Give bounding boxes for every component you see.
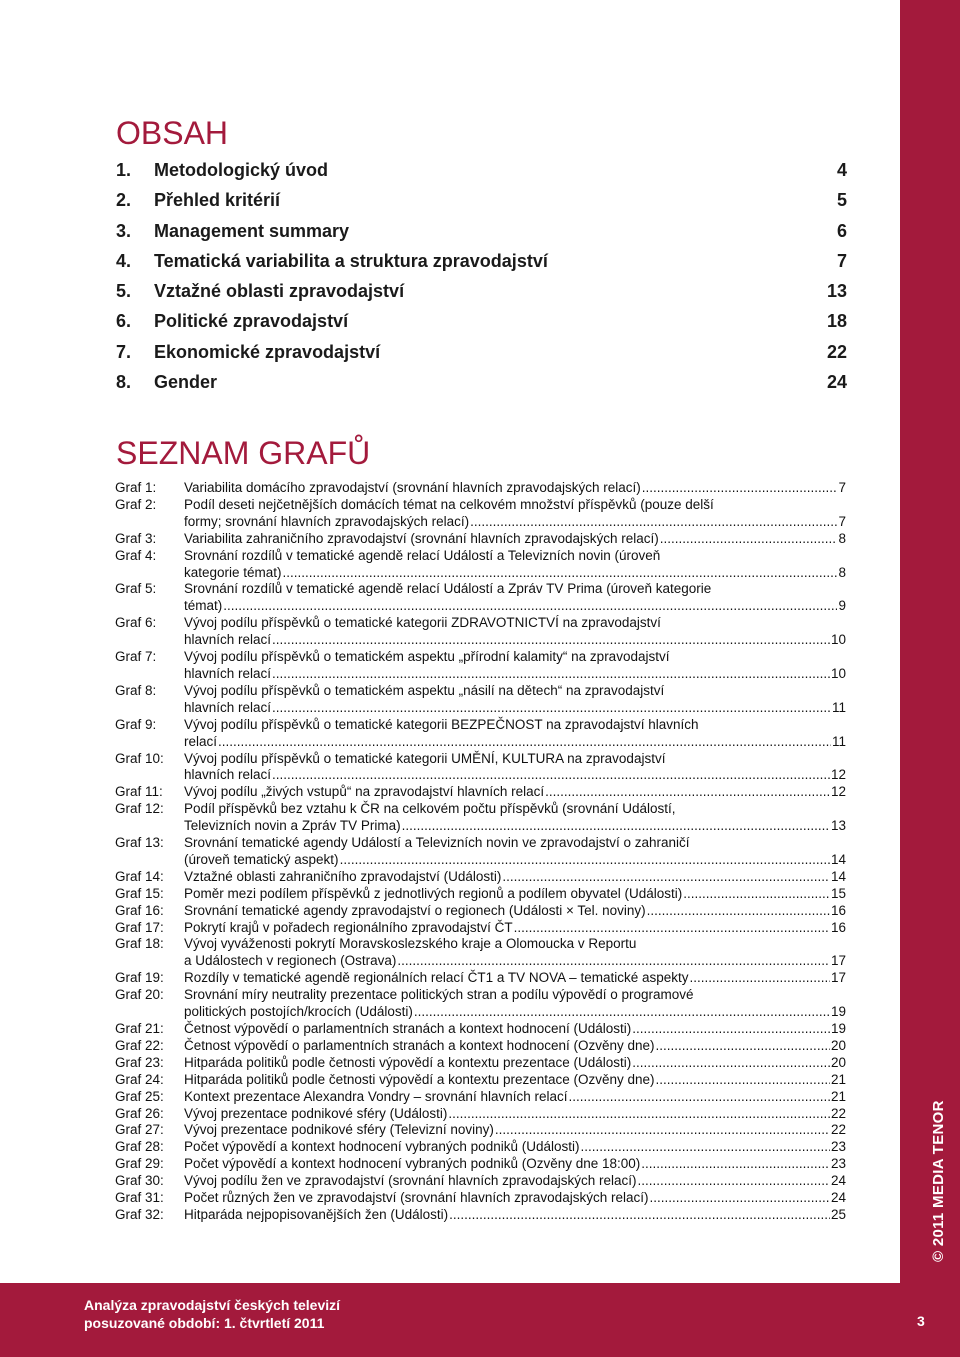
graph-title-line: relací: [184, 733, 218, 749]
graph-title-line: Srovnání rozdílů v tematické agendě relací Událostí a Zpráv TV Prima (úroveň kategorie: [184, 581, 712, 597]
graph-title-line: témat): [184, 598, 223, 614]
graph-label: Graf 30:: [115, 1173, 164, 1189]
dot-leader: [632, 1021, 830, 1038]
graph-list-item[interactable]: [115, 1190, 846, 1207]
toc-item-page: 6: [836, 220, 847, 241]
dot-leader: [568, 1089, 829, 1106]
dot-leader: [449, 1207, 830, 1224]
graph-list-item[interactable]: [115, 1055, 846, 1072]
graph-list-item[interactable]: [115, 970, 846, 987]
graph-title-line: Četnost výpovědí o parlamentních stranách a kontext hodnocení (Události): [184, 1021, 632, 1036]
graph-list-item[interactable]: [115, 1156, 846, 1173]
graph-page: 8: [838, 530, 846, 546]
graph-title-line: Variabilita domácího zpravodajství (srovnání hlavních zpravodajských relací): [184, 480, 641, 495]
graph-label: Graf 1:: [115, 480, 157, 495]
dot-leader: [272, 632, 830, 649]
graph-page: 20: [830, 1037, 846, 1053]
graph-page: 19: [830, 1021, 846, 1036]
footer-bar: [0, 1283, 900, 1357]
graph-label: Graf 15:: [115, 885, 164, 901]
graph-list-item[interactable]: [115, 1089, 846, 1106]
graph-label: Graf 13:: [115, 835, 164, 851]
graph-page: 10: [830, 632, 846, 648]
graph-page: 13: [830, 818, 846, 834]
graph-title-line: Počet výpovědí a kontext hodnocení vybraných podniků (Události): [184, 1139, 580, 1155]
graph-list-item[interactable]: [115, 987, 846, 1021]
graph-label: Graf 26:: [115, 1105, 164, 1121]
graph-title-line: Srovnání tematické agendy Událostí a Televizních novin ve zpravodajství o zahraničí: [184, 835, 690, 851]
page-number: 3: [917, 1313, 925, 1329]
graph-list-item[interactable]: [115, 1139, 846, 1156]
graph-list-item[interactable]: [115, 1021, 846, 1038]
graph-label: Graf 14:: [115, 868, 164, 884]
graph-list-item[interactable]: [115, 1038, 846, 1055]
footer-period: posuzované období: 1. čtvrtletí 2011: [84, 1315, 325, 1331]
dot-leader: [649, 1190, 830, 1207]
toc-item-number: 7.: [116, 341, 132, 362]
dot-leader: [283, 565, 838, 582]
graph-title-line: Vývoj podílu „živých vstupů“ na zpravodajství hlavních relací: [184, 784, 545, 800]
graph-title-line: Počet různých žen ve zpravodajství (srovnání hlavních zpravodajských relací): [184, 1190, 649, 1206]
graph-label: Graf 17:: [115, 919, 164, 935]
dot-leader: [448, 1106, 830, 1123]
dot-leader: [495, 1122, 830, 1139]
graph-page: 19: [830, 1004, 846, 1020]
graph-label: Graf 16:: [115, 902, 164, 918]
graph-page: 17: [830, 953, 846, 969]
graph-label: Graf 21:: [115, 1021, 164, 1036]
graph-list-item[interactable]: [115, 835, 846, 869]
toc-item-number: 5.: [116, 281, 132, 302]
graph-list-item[interactable]: [115, 531, 846, 548]
graph-list-item[interactable]: [115, 1207, 846, 1224]
graph-list-item[interactable]: [115, 581, 846, 615]
graph-page: 23: [830, 1156, 846, 1172]
dot-leader: [660, 531, 838, 548]
toc-item-page: 22: [826, 341, 847, 362]
graph-label: Graf 23:: [115, 1054, 164, 1070]
graph-page: 21: [830, 1071, 846, 1087]
dot-leader: [580, 1139, 829, 1156]
graph-list-item[interactable]: [115, 1106, 846, 1123]
graph-page: 11: [831, 699, 846, 715]
graph-label: Graf 24:: [115, 1071, 164, 1087]
toc-item-title: Přehled kritérií: [154, 190, 281, 211]
graph-title-line: Kontext prezentace Alexandra Vondry – srovnání hlavních relací: [184, 1088, 568, 1104]
graph-title-line: hlavních relací: [184, 632, 272, 648]
dot-leader: [637, 1173, 830, 1190]
toc-item-number: 3.: [116, 220, 132, 241]
table-of-contents: [116, 160, 847, 402]
graph-page: 16: [830, 919, 846, 935]
graph-label: Graf 22:: [115, 1037, 164, 1053]
graph-title-line: Srovnání rozdílů v tematické agendě relací Událostí a Televizních novin (úroveň: [184, 547, 661, 563]
graph-page: 7: [838, 480, 846, 495]
graph-page: 23: [830, 1139, 846, 1155]
toc-item[interactable]: [116, 190, 847, 220]
graph-title-line: Vývoj vyváženosti pokrytí Moravskoslezského kraje a Olomoucka v Reportu: [184, 936, 637, 952]
graph-list-item[interactable]: [115, 869, 846, 886]
graph-title-line: Pokrytí krajů v pořadech regionálního zpravodajství ČT: [184, 919, 513, 935]
graph-list-item[interactable]: [115, 548, 846, 582]
graph-label: Graf 4:: [115, 547, 157, 563]
dot-leader: [272, 700, 831, 717]
dot-leader: [632, 1055, 830, 1072]
graph-list-item[interactable]: [115, 480, 846, 497]
graph-page: 14: [830, 851, 846, 867]
dot-leader: [642, 480, 838, 497]
graph-label: Graf 5:: [115, 581, 157, 597]
graph-page: 14: [830, 868, 846, 884]
graph-list-item[interactable]: [115, 1122, 846, 1139]
graph-list-item[interactable]: [115, 717, 846, 751]
dot-leader: [502, 869, 830, 886]
graph-list-item[interactable]: [115, 751, 846, 785]
graph-list-item[interactable]: [115, 615, 846, 649]
graph-list-item[interactable]: [115, 784, 846, 801]
graph-label: Graf 3:: [115, 530, 157, 546]
toc-item-page: 4: [836, 160, 847, 180]
graph-page: 24: [830, 1190, 846, 1206]
graph-title-line: formy; srovnání hlavních zpravodajských relací): [184, 513, 470, 529]
graph-title-line: Srovnání tematické agendy zpravodajství o regionech (Události × Tel. noviny): [184, 902, 646, 918]
graph-page: 12: [830, 767, 846, 783]
graph-list-item[interactable]: [115, 903, 846, 920]
toc-item-page: 13: [826, 281, 847, 302]
toc-item-title: Metodologický úvod: [154, 160, 329, 180]
graph-title-line: hlavních relací: [184, 699, 272, 715]
graph-page: 25: [830, 1206, 846, 1222]
dot-leader: [340, 852, 830, 869]
dot-leader: [402, 818, 830, 835]
toc-item-page: 18: [826, 311, 847, 332]
toc-item-title: Tematická variabilita a struktura zpravodajství: [154, 250, 548, 271]
graph-title-line: Vývoj podílu příspěvků o tematické kategorii UMĚNÍ, KULTURA na zpravodajství: [184, 750, 666, 766]
graph-title-line: Vztažné oblasti zahraničního zpravodajství (Události): [184, 868, 502, 884]
graph-label: Graf 10:: [115, 750, 164, 766]
graph-list-item[interactable]: [115, 497, 846, 531]
graph-label: Graf 27:: [115, 1122, 164, 1138]
graph-label: Graf 31:: [115, 1190, 164, 1206]
graph-title-line: Vývoj podílu žen ve zpravodajství (srovnání hlavních zpravodajských relací): [184, 1173, 637, 1189]
graph-title-line: Hitparáda politiků podle četnosti výpovědí a kontextu prezentace (Události): [184, 1054, 632, 1070]
dot-leader: [272, 666, 830, 683]
graph-title-line: Hitparáda politiků podle četnosti výpovědí a kontextu prezentace (Ozvěny dne): [184, 1071, 655, 1087]
graph-label: Graf 9:: [115, 716, 157, 732]
graph-title-line: (úroveň tematický aspekt): [184, 851, 339, 867]
dot-leader: [223, 598, 837, 615]
toc-item-number: 4.: [116, 250, 132, 271]
graph-list-item[interactable]: [115, 886, 846, 903]
graph-title-line: Vývoj prezentace podnikové sféry (Události): [184, 1105, 448, 1121]
graph-page: 24: [830, 1173, 846, 1189]
graph-label: Graf 2:: [115, 496, 157, 512]
graph-title-line: Počet výpovědí a kontext hodnocení vybraných podniků (Ozvěny dne 18:00): [184, 1156, 641, 1172]
toc-item-title: Management summary: [154, 220, 350, 241]
graph-title-line: Četnost výpovědí o parlamentních stranách a kontext hodnocení (Ozvěny dne): [184, 1037, 655, 1053]
graph-list-item[interactable]: [115, 801, 846, 835]
toc-item-number: 1.: [116, 160, 132, 180]
graph-list-item[interactable]: [115, 683, 846, 717]
graph-page: 20: [830, 1054, 846, 1070]
graph-page: 22: [830, 1122, 846, 1138]
toc-item[interactable]: [116, 311, 847, 341]
graph-title-line: hlavních relací: [184, 665, 272, 681]
toc-item-page: 24: [826, 372, 847, 393]
graph-title-line: Hitparáda nejpopisovanějších žen (Události): [184, 1206, 449, 1222]
graph-page: 12: [830, 784, 846, 800]
graph-label: Graf 7:: [115, 649, 157, 665]
graph-page: 9: [838, 598, 846, 614]
dot-leader: [514, 920, 830, 937]
toc-item-page: 7: [836, 250, 847, 271]
graph-label: Graf 19:: [115, 970, 164, 986]
graph-title-line: Rozdíly v tematické agendě regionálních relací ČT1 a TV NOVA – tematické aspekty: [184, 970, 689, 986]
graph-list-item[interactable]: [115, 649, 846, 683]
dot-leader: [414, 1004, 830, 1021]
graph-page: 8: [838, 564, 846, 580]
toc-item-title: Gender: [154, 372, 218, 393]
graph-list-item[interactable]: [115, 1173, 846, 1190]
graph-label: Graf 29:: [115, 1156, 164, 1172]
toc-item-page: 5: [836, 190, 847, 211]
dot-leader: [545, 784, 830, 801]
dot-leader: [218, 734, 831, 751]
contents-heading: OBSAH: [116, 115, 229, 151]
toc-item-title: Ekonomické zpravodajství: [154, 341, 381, 362]
graph-label: Graf 25:: [115, 1088, 164, 1104]
graph-title-line: hlavních relací: [184, 767, 272, 783]
graph-page: 22: [830, 1105, 846, 1121]
graph-title-line: Vývoj podílu příspěvků o tematickém aspektu „přírodní kalamity“ na zpravodajství: [184, 649, 670, 665]
graph-label: Graf 11:: [115, 784, 163, 800]
toc-item-number: 2.: [116, 190, 132, 211]
graph-page: 11: [831, 733, 846, 749]
dot-leader: [272, 767, 830, 784]
graph-page: 21: [830, 1088, 846, 1104]
graph-label: Graf 8:: [115, 682, 157, 698]
graph-title-line: Podíl příspěvků bez vztahu k ČR na celkovém počtu příspěvků (srovnání Událostí,: [184, 801, 676, 817]
toc-item[interactable]: [116, 372, 847, 402]
graph-title-line: Televizních novin a Zpráv TV Prima): [184, 818, 401, 834]
graph-list-item[interactable]: [115, 920, 846, 937]
toc-item-title: Vztažné oblasti zpravodajství: [154, 281, 405, 302]
graph-page: 15: [830, 885, 846, 901]
graph-list-item[interactable]: [115, 1072, 846, 1089]
graph-label: Graf 18:: [115, 936, 164, 952]
graph-page: 17: [830, 970, 846, 986]
graph-label: Graf 32:: [115, 1206, 164, 1222]
graph-list: [115, 480, 846, 1224]
toc-item-title: Politické zpravodajství: [154, 311, 349, 332]
graph-list-item[interactable]: [115, 936, 846, 970]
graph-label: Graf 12:: [115, 801, 164, 817]
dot-leader: [683, 886, 830, 903]
dot-leader: [690, 970, 830, 987]
dot-leader: [397, 953, 830, 970]
graph-title-line: Vývoj podílu příspěvků o tematické kategorii BEZPEČNOST na zpravodajství hlavních: [184, 716, 699, 732]
graph-title-line: Podíl deseti nejčetnějších domácích témat na celkovém množství příspěvků (pouze delší: [184, 496, 714, 512]
graph-label: Graf 28:: [115, 1139, 164, 1155]
toc-item[interactable]: [116, 281, 847, 311]
graph-page: 10: [830, 665, 846, 681]
toc-item-number: 6.: [116, 311, 132, 332]
graph-title-line: a Událostech v regionech (Ostrava): [184, 953, 397, 969]
toc-item[interactable]: [116, 221, 847, 251]
graph-title-line: politických postojích/krocích (Události): [184, 1004, 413, 1020]
dot-leader: [470, 514, 837, 531]
dot-leader: [647, 903, 830, 920]
graph-page: 16: [830, 902, 846, 918]
toc-item-number: 8.: [116, 372, 132, 393]
graph-title-line: Vývoj podílu příspěvků o tematické kategorii ZDRAVOTNICTVÍ na zpravodajství: [184, 615, 661, 631]
copyright-notice: © 2011 MEDIA TENOR: [930, 1100, 947, 1262]
graph-title-line: kategorie témat): [184, 564, 282, 580]
graph-title-line: Vývoj podílu příspěvků o tematickém aspektu „násilí na dětech“ na zpravodajství: [184, 682, 665, 698]
graph-title-line: Variabilita zahraničního zpravodajství (srovnání hlavních zpravodajských relací): [184, 530, 659, 546]
dot-leader: [656, 1038, 830, 1055]
graph-title-line: Poměr mezi podílem příspěvků z jednotlivých regionů a podílem obyvatel (Události): [184, 885, 683, 901]
graph-label: Graf 6:: [115, 615, 157, 631]
graph-list-heading: SEZNAM GRAFŮ: [116, 435, 371, 471]
toc-item[interactable]: [116, 251, 847, 281]
graph-label: Graf 20:: [115, 987, 164, 1003]
graph-title-line: Vývoj prezentace podnikové sféry (Televizní noviny): [184, 1122, 494, 1138]
footer-title: Analýza zpravodajství českých televizí: [84, 1297, 341, 1313]
graph-page: 7: [838, 513, 846, 529]
toc-item[interactable]: [116, 342, 847, 372]
graph-title-line: Srovnání míry neutrality prezentace politických stran a podílu výpovědí o programové: [184, 987, 694, 1003]
dot-leader: [641, 1156, 830, 1173]
toc-item[interactable]: [116, 160, 847, 190]
dot-leader: [656, 1072, 830, 1089]
